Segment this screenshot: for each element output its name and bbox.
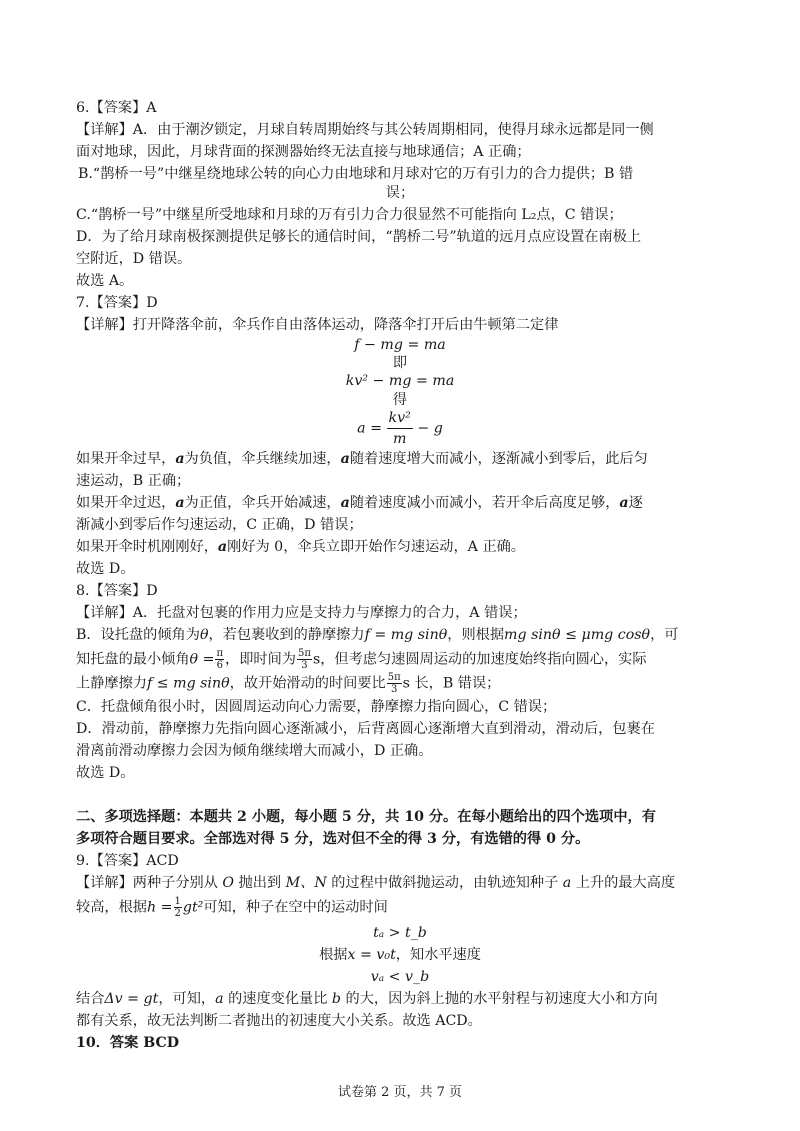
q6-line: B.“鹊桥一号”中继星绕地球公转的向心力由地球和月球对它的万有引力的合力提供；B 错 [78,166,634,182]
section-heading: 多项符合题目要求。全部选对得 5 分，选对但不全的得 3 分，有选错的得 0 分。 [76,831,590,847]
q6-line: 面对地球，因此，月球背面的探测器始终无法直接与地球通信；A 正确； [76,144,531,160]
q8-line: 知托盘的最小倾角θ = $\frac{\pi}{6}$ ，即时间为 $\frac{5\pi}{3}$ s，但考虑匀速圆周运动的加速度始终指向圆心，实际 [76,648,647,671]
q8-line: 故选 D。 [76,765,135,781]
fraction: $\frac{\text{kv²}}{m}$ [388,410,411,447]
q7-header: 7.【答案】D [76,295,158,311]
q7-line: 渐减小到零后作匀速运动，C 正确，D 错误； [76,517,363,533]
q8-line: 上静摩擦力f ≤ mg sinθ，故开始滑动的时间要比 $\frac{5\pi}{3}$ s 长，B 错误； [76,672,501,695]
q6-header: 6.【答案】A [76,100,157,116]
q6-line: 故选 A。 [76,273,134,289]
q8-line: C．托盘倾角很小时，因圆周运动向心力需要，静摩擦力指向圆心，C 错误； [76,699,557,715]
q9-equation: tₐ > t_b [373,925,427,941]
q8-line: 滑离前滑动摩擦力会因为倾角继续增大而减小，D 正确。 [76,743,433,759]
q8-line: 【详解】A．托盘对包裹的作用力应是支持力与摩擦力的合力，A 错误； [76,605,527,621]
q7-equation: a = $\frac{\text{kv²}}{m}$ − g [357,410,443,447]
q6-line: 空附近，D 错误。 [76,251,192,267]
page-footer: 试卷第 2 页，共 7 页 [337,1085,463,1100]
q7-line: 故选 D。 [76,561,135,577]
q7-intro: 【详解】打开降落伞前，伞兵作自由落体运动，降落伞打开后由牛顿第二定律 [76,317,559,333]
q7-line: 如果开伞过迟，a为正值，伞兵开始减速，a随着速度减小而减小，若开伞后高度足够，a逐 [76,495,643,511]
q6-line: C.“鹊桥一号”中继星所受地球和月球的万有引力合力很显然不可能指向 L₂点，C 错误； [76,207,623,223]
q9-line: 结合Δv = gt，可知，a 的速度变化量比 b 的大，因为斜上抛的水平射程与初速度大小和方向 [76,991,658,1007]
q7-word: 得 [392,392,408,408]
fraction: $\frac{5\pi}{3}$ [298,648,311,671]
q8-line: D．滑动前，静摩擦力先指向圆心逐渐减小，后背离圆心逐渐增大直到滑动，滑动后，包裹在 [76,721,655,737]
q8-line: B．设托盘的倾角为θ，若包裹收到的静摩擦力f = mg sinθ，则根据mg sinθ ≤ μmg cosθ，可 [76,627,679,643]
q10-header: 10．答案 BCD [76,1035,180,1051]
q6-line: 误； [385,185,415,201]
q9-header: 9.【答案】ACD [76,853,179,869]
q7-line: 速运动，B 正确； [76,473,191,489]
q6-line: 【详解】A．由于潮汐锁定，月球自转周期始终与其公转周期相同，使得月球永远都是同一侧 [76,122,654,138]
q7-equation: f − mg = ma [354,337,446,353]
q7-equation: kv² − mg = ma [345,373,455,389]
q6-line: D．为了给月球南极探测提供足够长的通信时间，“鹊桥二号”轨道的远月点应设置在南极上 [76,229,642,245]
fraction: $\frac{\pi}{6}$ [216,648,224,671]
q9-line: 【详解】两种子分别从 O 抛出到 M、N 的过程中做斜抛运动，由轨迹知种子 a 上升的最大高度 [76,875,676,891]
q9-equation: vₐ < v_b [370,969,430,985]
q7-line: 如果开伞时机刚刚好，a刚好为 0，伞兵立即开始作匀速运动，A 正确。 [76,539,525,555]
q9-line: 都有关系，故无法判断二者抛出的初速度大小关系。故选 ACD。 [76,1013,482,1029]
q9-line: 较高，根据h = $\frac{1}{2}$ gt²可知，种子在空中的运动时间 [76,896,388,919]
q8-header: 8.【答案】D [76,583,158,599]
fraction: $\frac{5\pi}{3}$ [387,672,401,695]
q7-line: 如果开伞过早，a为负值，伞兵继续加速，a随着速度增大而减小，逐渐减小到零后，此后匀 [76,451,648,467]
q9-equation: 根据x = v₀t，知水平速度 [319,947,481,963]
fraction: $\frac{1}{2}$ [174,896,181,919]
q7-word: 即 [392,355,408,371]
section-heading: 二、多项选择题：本题共 2 小题，每小题 5 分，共 10 分。在每小题给出的四个选项中，有 [76,809,656,825]
